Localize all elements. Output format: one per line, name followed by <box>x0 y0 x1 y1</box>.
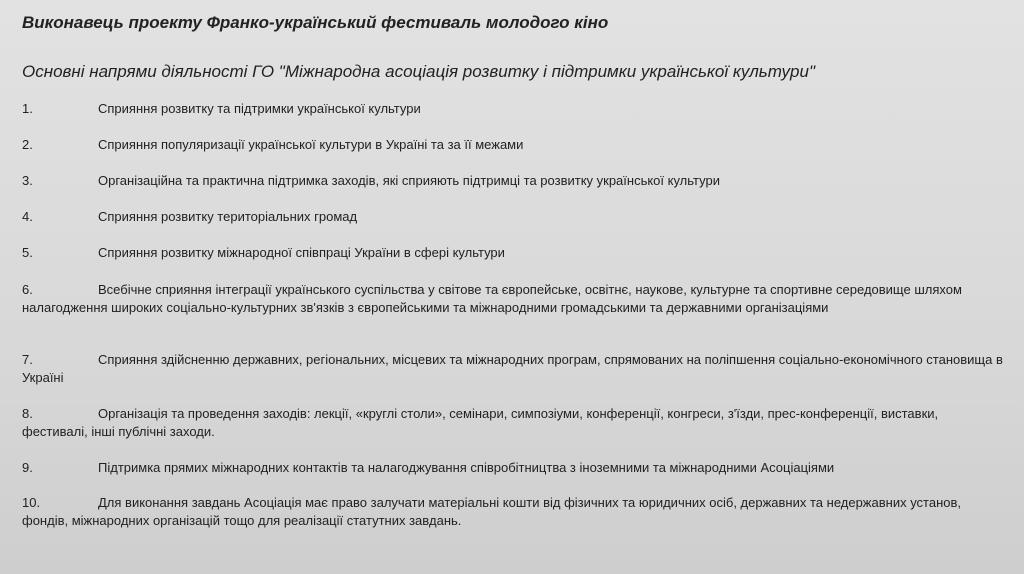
item-text: Організаційна та практична підтримка заходів, які сприяють підтримці та розвитку української культури <box>98 173 720 188</box>
item-text: Сприяння здійсненню державних, регіональних, місцевих та міжнародних програм, спрямованих на поліпшення соціально-економічного становища в Україні <box>22 352 1003 385</box>
slide-title: Виконавець проекту Франко-український фестиваль молодого кіно <box>22 13 609 32</box>
list-item <box>22 494 1007 530</box>
item-number: 7. <box>22 352 33 367</box>
item-number: 10. <box>22 495 41 510</box>
list-item <box>22 136 1007 154</box>
item-number: 6. <box>22 282 33 297</box>
list-item <box>22 351 1007 387</box>
item-number: 1. <box>22 101 33 116</box>
list-item <box>22 244 1007 262</box>
item-text: Для виконання завдань Асоціація має право залучати матеріальні кошти від фізичних та юридичних осіб, державних та недержавних установ, фондів, міжнародних організацій тощо для реалізації статутних завдань. <box>22 495 962 528</box>
item-text: Сприяння розвитку міжнародної співпраці України в сфері культури <box>98 245 505 260</box>
item-number: 5. <box>22 245 33 260</box>
list-item <box>22 459 1007 477</box>
item-number: 2. <box>22 137 33 152</box>
item-text: Сприяння розвитку територіальних громад <box>98 209 358 224</box>
list-item <box>22 172 1007 190</box>
slide-subtitle: Основні напрями діяльності ГО "Міжнародна асоціація розвитку і підтримки української культури" <box>22 62 815 81</box>
item-number: 3. <box>22 173 33 188</box>
list-item <box>22 405 1007 441</box>
item-number: 4. <box>22 209 33 224</box>
list-item <box>22 281 1007 317</box>
list-item <box>22 208 1007 226</box>
item-text: Сприяння популяризації української культури в Україні та за її межами <box>98 137 524 152</box>
item-text: Підтримка прямих міжнародних контактів та налагоджування співробітництва з іноземними та міжнародними Асоціаціями <box>98 460 835 475</box>
item-number: 8. <box>22 406 33 421</box>
item-text: Сприяння розвитку та підтримки української культури <box>98 101 421 116</box>
item-text: Організація та проведення заходів: лекції, «круглі столи», семінари, симпозіуми, конференції, конгреси, з'їзди, прес-конференції, виставки, фестивалі, інші публічні заходи. <box>22 406 939 439</box>
item-number: 9. <box>22 460 33 475</box>
list-item <box>22 100 1007 118</box>
item-text: Всебічне сприяння інтеграції українського суспільства у світове та європейське, освітнє, наукове, культурне та спортивне середовище шляхом налагодження широких соціально-культурних зв'язків з європейськими та міжнародними громадськими та державними організаціями <box>22 282 962 315</box>
